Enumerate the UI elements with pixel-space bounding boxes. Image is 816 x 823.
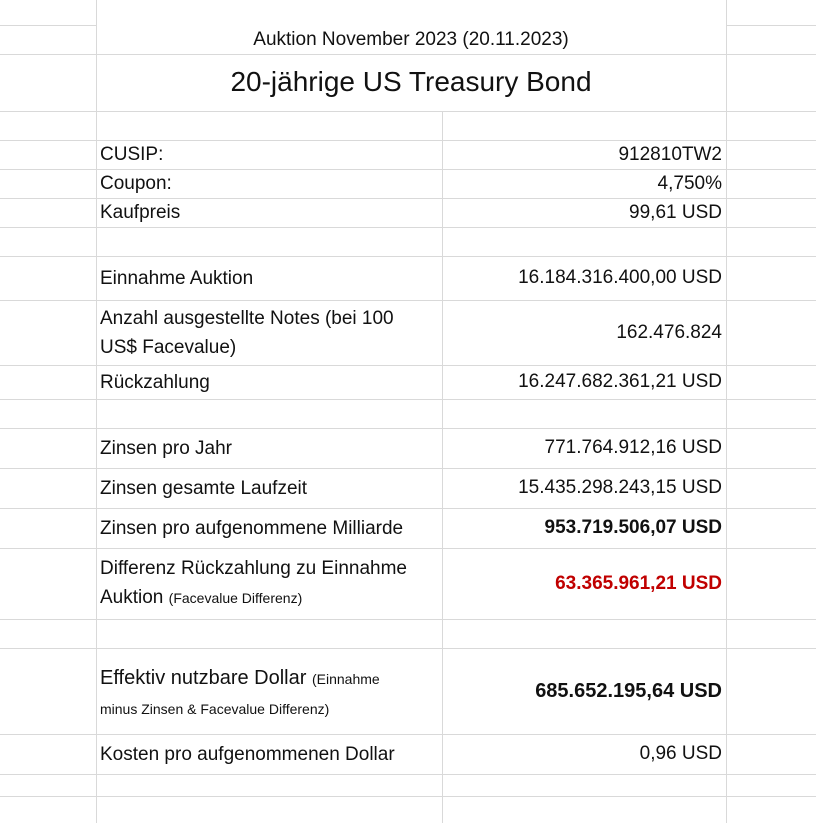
differenz-value: 63.365.961,21 USD <box>555 572 722 594</box>
differenz-label <box>96 554 407 613</box>
bond-title: 20-jährige US Treasury Bond <box>230 66 592 97</box>
anzahl-notes-label-line2: US$ Facevalue) <box>100 336 237 358</box>
effektiv-note-line1: (Einnahme <box>311 671 380 687</box>
einnahme-auktion-value: 16.184.316.400,00 USD <box>518 267 722 288</box>
grid-column-line <box>726 0 727 823</box>
kaufpreis-value: 99,61 USD <box>629 201 722 223</box>
grid-row-line <box>0 227 816 228</box>
kaufpreis-label: Kaufpreis <box>100 202 181 223</box>
row-anzahl-notes <box>96 300 726 365</box>
effektiv-label-main: Effektiv nutzbare Dollar <box>100 667 307 689</box>
zinsen-laufzeit-label: Zinsen gesamte Laufzeit <box>100 477 308 499</box>
grid-row-line <box>0 111 816 112</box>
anzahl-notes-label-line1: Anzahl ausgestellte Notes (bei 100 <box>100 307 394 329</box>
grid-row-line <box>0 399 816 400</box>
effektiv-label <box>96 658 380 724</box>
differenz-label-line2: Auktion <box>100 587 164 608</box>
rueckzahlung-label: Rückzahlung <box>100 371 210 393</box>
row-zinsen-milliarde <box>96 508 726 548</box>
row-cusip <box>96 140 726 169</box>
row-kaufpreis <box>96 198 726 227</box>
anzahl-notes-value: 162.476.824 <box>616 321 722 343</box>
coupon-value: 4,750% <box>657 172 722 194</box>
zinsen-jahr-value: 771.764.912,16 USD <box>544 437 722 458</box>
coupon-label: Coupon: <box>100 173 172 194</box>
kosten-value: 0,96 USD <box>639 743 722 764</box>
grid-row-line <box>726 25 816 26</box>
grid-row-line <box>0 54 816 55</box>
row-rueckzahlung <box>96 365 726 399</box>
auction-title: Auktion November 2023 (20.11.2023) <box>253 29 569 50</box>
cusip-label: CUSIP: <box>100 144 164 165</box>
cusip-value: 912810TW2 <box>618 143 722 165</box>
grid-row-line <box>0 796 816 797</box>
rueckzahlung-value: 16.247.682.361,21 USD <box>518 371 722 392</box>
row-effektiv <box>96 648 726 734</box>
zinsen-laufzeit-value: 15.435.298.243,15 USD <box>518 477 722 498</box>
zinsen-jahr-label: Zinsen pro Jahr <box>100 437 233 459</box>
grid-row-line <box>0 774 816 775</box>
row-einnahme-auktion <box>96 256 726 300</box>
zinsen-milliarde-value: 953.719.506,07 USD <box>544 517 722 538</box>
row-differenz <box>96 548 726 619</box>
anzahl-notes-label <box>96 304 394 362</box>
effektiv-value: 685.652.195,64 USD <box>535 679 722 702</box>
differenz-note: (Facevalue Differenz) <box>168 590 303 606</box>
row-coupon <box>96 169 726 198</box>
row-zinsen-jahr <box>96 428 726 468</box>
row-zinsen-laufzeit <box>96 468 726 508</box>
differenz-label-line1: Differenz Rückzahlung zu Einnahme <box>100 558 407 579</box>
kosten-label: Kosten pro aufgenommenen Dollar <box>100 743 395 765</box>
grid-row-line <box>0 25 96 26</box>
zinsen-milliarde-label: Zinsen pro aufgenommene Milliarde <box>100 517 404 539</box>
einnahme-auktion-label: Einnahme Auktion <box>100 267 254 289</box>
row-kosten <box>96 734 726 774</box>
effektiv-note-line2: minus Zinsen & Facevalue Differenz) <box>100 701 330 717</box>
grid-row-line <box>0 619 816 620</box>
